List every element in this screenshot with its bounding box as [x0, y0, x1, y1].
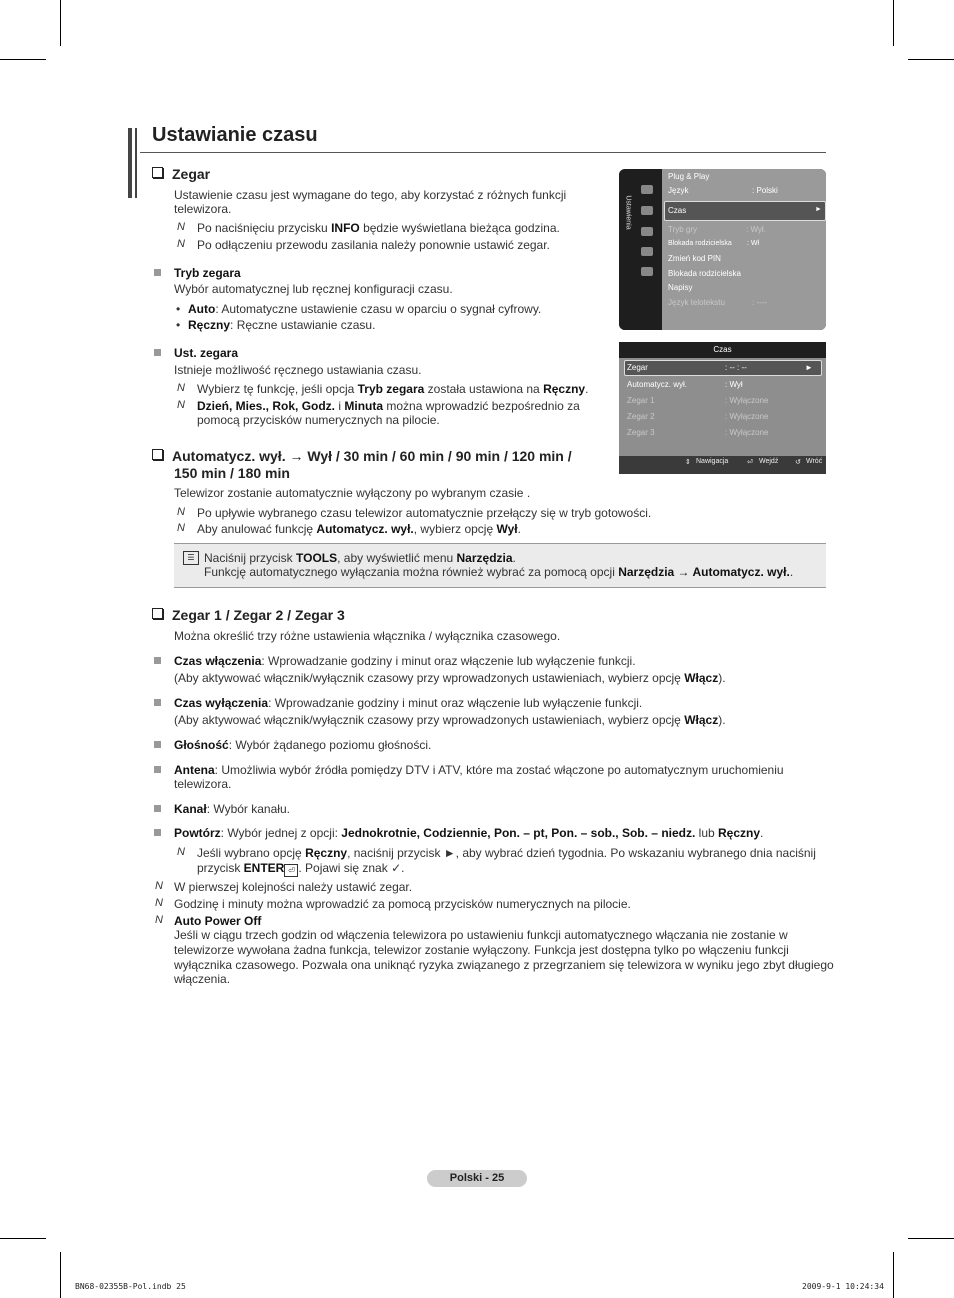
settings-menu-screenshot	[619, 169, 826, 330]
menu-item-value: : Wł	[747, 240, 760, 247]
title-rule	[140, 152, 826, 153]
bullet-square-icon	[154, 657, 161, 664]
note-text: Godzinę i minuty można wprowadzić za pomocą przycisków numerycznych na pilocie.	[174, 897, 631, 911]
sidebar-label: Ustawienia	[624, 195, 632, 230]
navigate-icon: ⇕	[685, 459, 691, 466]
note-icon: N	[155, 914, 163, 926]
bullet-dot: •	[176, 318, 181, 332]
section-timers	[152, 607, 345, 624]
note-text: Po odłączeniu przewodu zasilania należy ponownie ustawić zegar.	[197, 238, 550, 252]
list-item: Kanał: Wybór kanału.	[174, 802, 290, 816]
note-text: Po naciśnięciu przycisku INFO będzie wyświetlana bieżąca godzina.	[197, 221, 560, 235]
menu-item-value: : Wyłączone	[725, 412, 769, 421]
list-item-cont: (Aby aktywować włącznik/wyłącznik czasowy przy wprowadzonych ustawieniach, wybierz opcję Włącz).	[174, 671, 726, 685]
paragraph: Wybór automatycznej lub ręcznej konfiguracji czasu.	[174, 282, 453, 296]
crop-mark	[908, 1238, 954, 1239]
sound-icon	[641, 227, 653, 236]
menu-item: Zmień kod PIN	[668, 254, 721, 263]
input-icon	[641, 247, 653, 256]
note-text: Aby anulować funkcję Automatycz. wył., wybierz opcję Wył.	[197, 522, 521, 536]
list-item: Czas włączenia: Wprowadzanie godziny i minut oraz włączenie lub wyłączenie funkcji.	[174, 654, 636, 668]
tip-text: Naciśnij przycisk TOOLS, aby wyświetlić menu Narzędzia.	[204, 551, 516, 565]
arrow-right-icon: ►	[805, 363, 813, 372]
paragraph: Istnieje możliwość ręcznego ustawiania czasu.	[174, 363, 422, 377]
menu-item: Język	[668, 186, 689, 195]
return-icon: ↺	[795, 459, 801, 466]
title-bar-accent	[128, 128, 132, 198]
footer-back-label: Wróć	[806, 458, 823, 465]
crop-mark	[908, 59, 954, 60]
menu-item: Automatycz. wył.	[627, 380, 688, 389]
note-icon: N	[155, 880, 163, 892]
crop-mark	[0, 59, 46, 60]
crop-mark	[893, 1252, 894, 1298]
enter-icon: ⏎	[747, 459, 753, 466]
note-icon: N	[177, 399, 185, 411]
note-icon: N	[177, 846, 185, 858]
bullet-square-icon	[154, 829, 161, 836]
note-text: Dzień, Mies., Rok, Godz. i Minuta można wprowadzić bezpośrednio za	[197, 399, 580, 413]
bullet-dot: •	[176, 302, 181, 316]
crop-mark	[60, 1252, 61, 1298]
list-item: Antena: Umożliwia wybór źródła pomiędzy DTV i ATV, które ma zostać włączone po automatycznym uruchomieniu	[174, 763, 784, 777]
section-heading: Zegar	[172, 166, 211, 182]
bullet-square-icon	[154, 805, 161, 812]
menu-selection-highlight	[664, 201, 826, 221]
note-icon: N	[155, 897, 163, 909]
enter-icon: ⏎	[284, 864, 298, 877]
footer-date: 2009-9-1 10:24:34	[802, 1282, 884, 1291]
menu-item: Czas	[668, 206, 687, 215]
page-title: Ustawianie czasu	[152, 124, 318, 146]
note-text: przycisk ENTER ⏎ . Pojawi się znak ✓.	[197, 861, 405, 875]
page-number: Polski - 25	[427, 1170, 527, 1187]
paragraph: Telewizor zostanie automatycznie wyłączony po wybranym czasie .	[174, 486, 531, 500]
note-icon: N	[177, 221, 185, 233]
footer-enter-label: Wejdź	[759, 458, 779, 465]
menu-item-value: : ----	[752, 298, 768, 307]
menu-item: Tryb gry	[668, 225, 698, 234]
paragraph: telewizora.	[174, 202, 232, 216]
menu-title: Czas	[619, 342, 826, 358]
crop-mark	[60, 0, 61, 46]
crop-mark	[0, 1238, 46, 1239]
menu-item: Zegar 3	[627, 428, 655, 437]
bullet-square-icon	[154, 741, 161, 748]
menu-item: Zegar	[627, 363, 648, 372]
paragraph: Ustawienie czasu jest wymagane do tego, aby korzystać z różnych funkcji	[174, 188, 567, 202]
note-icon: N	[177, 522, 185, 534]
menu-item-value: : Wyłączone	[725, 396, 769, 405]
bullet-square-icon	[154, 349, 161, 356]
note-text: Jeśli wybrano opcję Ręczny, naciśnij przycisk ►, aby wybrać dzień tygodnia. Po wskazaniu wybranego dnia naciśnij	[197, 846, 816, 860]
note-text: Po upływie wybranego czasu telewizor automatycznie przełączy się w tryb gotowości.	[197, 506, 652, 520]
bullet-square-icon	[154, 699, 161, 706]
menu-item: Zegar 2	[627, 412, 655, 421]
bullet-square-icon	[154, 766, 161, 773]
list-item: Głośność: Wybór żądanego poziomu głośności.	[174, 738, 432, 752]
footer-nav-label: Nawigacja	[696, 458, 729, 465]
list-item-cont: (Aby aktywować włącznik/wyłącznik czasowy przy wprowadzonych ustawieniach, wybierz opcję Włącz).	[174, 713, 726, 727]
setup-gear-icon	[641, 206, 653, 215]
menu-item: Napisy	[668, 283, 693, 292]
section-zegar	[152, 166, 210, 183]
menu-item-value: : Wyłączone	[725, 428, 769, 437]
menu-item: Plug & Play	[668, 172, 710, 181]
note-text: pomocą przycisków numerycznych na pilocie.	[197, 413, 440, 427]
paragraph: Można określić trzy różne ustawienia włącznika / wyłącznika czasowego.	[174, 629, 561, 643]
picture-icon	[641, 185, 653, 194]
paragraph: włączenia.	[174, 972, 231, 986]
list-item: Powtórz: Wybór jednej z opcji: Jednokrotnie, Codziennie, Pon. – pt, Pon. – sob., Sob. – niedz. lub Ręczny.	[174, 826, 764, 840]
section-heading: Zegar 1 / Zegar 2 / Zegar 3	[172, 607, 345, 623]
note-icon: N	[177, 382, 185, 394]
checkbox-icon	[152, 608, 163, 619]
menu-item: Zegar 1	[627, 396, 655, 405]
arrow-right-icon: ►	[815, 206, 822, 213]
section-autowyl	[152, 448, 572, 465]
note-text: W pierwszej kolejności należy ustawić zegar.	[174, 880, 413, 894]
menu-item-value: : Polski	[752, 186, 778, 195]
list-item-cont: telewizora.	[174, 777, 232, 791]
note-text: Wybierz tę funkcję, jeśli opcja Tryb zegara została ustawiona na Ręczny.	[197, 382, 589, 396]
list-item: Czas wyłączenia: Wprowadzanie godziny i minut oraz włączenie lub wyłączenie funkcji.	[174, 696, 643, 710]
checkmark-icon: ✓	[391, 861, 402, 875]
footer-file: BN68-02355B-Pol.indb 25	[75, 1282, 186, 1291]
subheading: Tryb zegara	[174, 266, 241, 280]
note-icon: N	[177, 238, 185, 250]
subheading: Auto Power Off	[174, 914, 262, 928]
menu-item: Blokada rodzicielska	[668, 240, 732, 247]
section-heading-cont: 150 min / 180 min	[174, 465, 290, 481]
menu-item: Blokada rodzicielska	[668, 269, 741, 278]
note-icon: N	[177, 506, 185, 518]
paragraph: wyłącznika czasowego. Pozwala ona uniknąć ryzyka związanego z przegrzaniem się telewizora w wyniku jego zbyt długiego	[174, 958, 834, 972]
time-menu-screenshot	[619, 342, 826, 474]
tools-icon: ☰	[183, 551, 199, 565]
menu-item-value: : Wył	[725, 380, 743, 389]
section-heading: Automatycz. wył. → Wył / 30 min / 60 min / 90 min / 120 min /	[172, 448, 572, 464]
list-item: Ręczny: Ręczne ustawianie czasu.	[188, 318, 376, 332]
menu-selection-highlight	[624, 360, 822, 376]
paragraph: Jeśli w ciągu trzech godzin od włączenia telewizora po ustawieniu funkcji automatycznego włączania nie zostanie w	[174, 928, 788, 942]
tip-text: Funkcję automatycznego wyłączania można również wybrać za pomocą opcji Narzędzia → Automatycz. wył..	[204, 565, 794, 579]
checkbox-icon	[152, 449, 163, 460]
list-item: Auto: Automatyczne ustawienie czasu w oparciu o sygnał cyfrowy.	[188, 302, 542, 316]
crop-mark	[893, 0, 894, 46]
menu-item-value: : Wył.	[746, 225, 766, 234]
bullet-square-icon	[154, 269, 161, 276]
menu-item: Język telotekstu	[668, 298, 725, 307]
menu-item-value: : -- : --	[725, 363, 747, 372]
subheading: Ust. zegara	[174, 346, 239, 360]
paragraph: telewizorze wywołana żadna funkcja, telewizor zostanie wyłączony. Funkcja jest dostępna tylko po włączeniu funkcji	[174, 943, 789, 957]
checkbox-icon	[152, 167, 163, 178]
application-icon	[641, 267, 653, 276]
title-bar-accent	[135, 128, 137, 198]
